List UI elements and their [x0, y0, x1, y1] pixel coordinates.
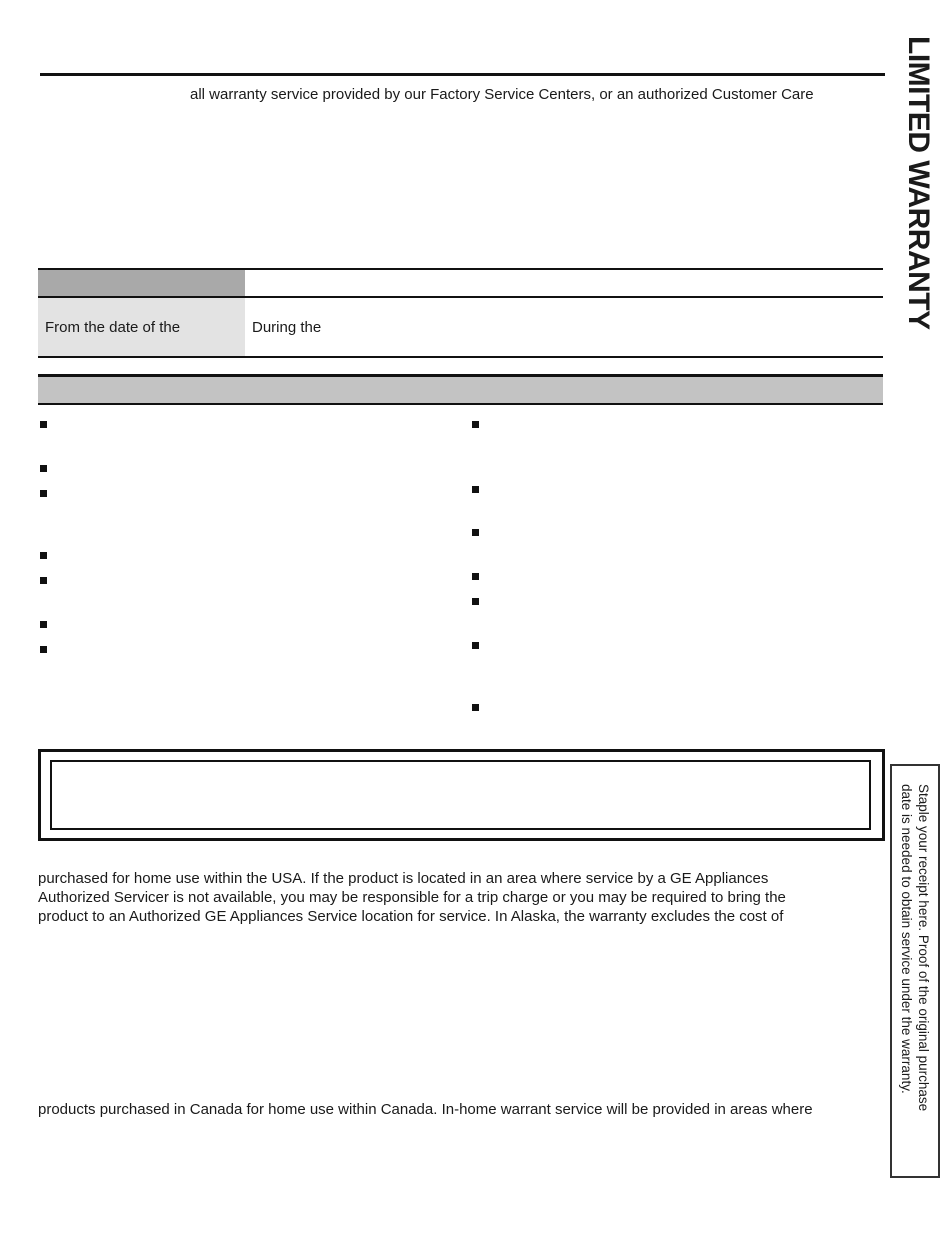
usa-paragraph-line-3: product to an Authorized GE Appliances Service location for service. In Alaska, the warranty excludes the cost of [38, 908, 784, 925]
page-side-title: LIMITED WARRANTY [902, 36, 935, 330]
bullet-icon [40, 465, 47, 472]
bullet-icon [40, 646, 47, 653]
usa-paragraph-line-2: Authorized Servicer is not available, you may be responsible for a trip charge or you may be required to bring the [38, 889, 786, 906]
exclusions-header-band [38, 377, 883, 403]
receipt-note-line-2: date is needed to obtain service under the warranty. [899, 784, 914, 1094]
exclusions-band-bottom-rule [38, 403, 883, 405]
bullet-icon [472, 529, 479, 536]
receipt-note-line-1: Staple your receipt here. Proof of the original purchase [916, 784, 931, 1112]
usa-paragraph-line-1: purchased for home use within the USA. If the product is located in an area where service by a GE Appliances [38, 870, 769, 887]
bullet-icon [472, 704, 479, 711]
top-rule [40, 73, 885, 76]
bullet-icon [472, 421, 479, 428]
notice-box-inner [50, 760, 871, 830]
bullet-icon [472, 598, 479, 605]
warranty-period-cell: From the date of the [45, 319, 181, 336]
bullet-icon [40, 577, 47, 584]
receipt-note [898, 784, 932, 1111]
bullet-icon [472, 486, 479, 493]
intro-line: all warranty service provided by our Factory Service Centers, or an authorized Customer Care [190, 86, 814, 103]
bullet-icon [40, 552, 47, 559]
table-bottom-rule [38, 356, 883, 358]
bullet-icon [472, 642, 479, 649]
bullet-icon [472, 573, 479, 580]
canada-paragraph: products purchased in Canada for home use within Canada. In-home warrant service will be provided in areas where [38, 1101, 813, 1118]
warranty-coverage-cell: During the [252, 319, 322, 336]
bullet-icon [40, 621, 47, 628]
bullet-icon [40, 421, 47, 428]
table-header-cell [38, 270, 245, 296]
bullet-icon [40, 490, 47, 497]
